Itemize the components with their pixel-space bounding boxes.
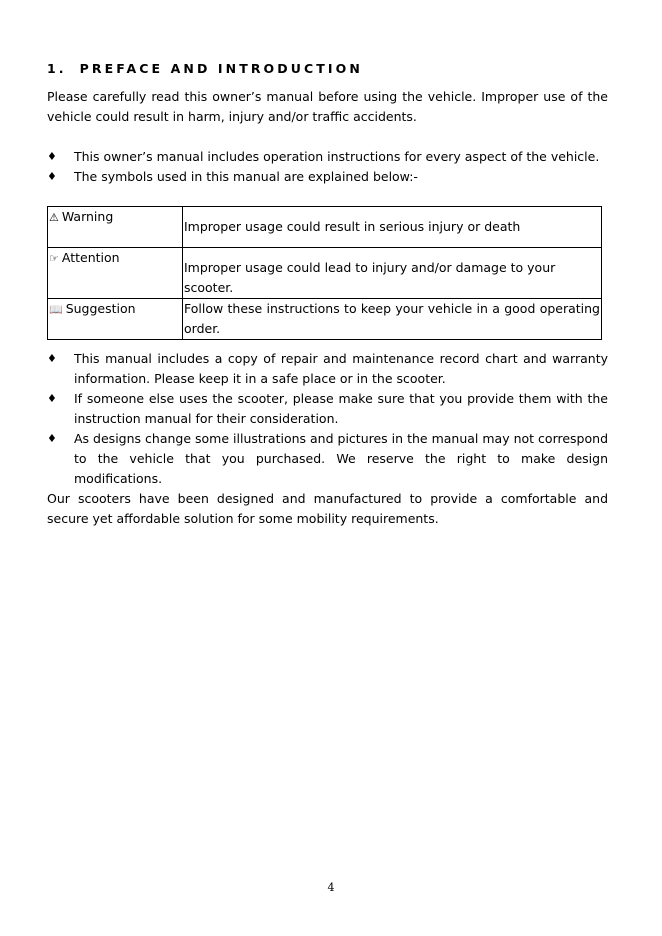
table-row — [48, 299, 602, 340]
warning-icon: ⚠ — [49, 211, 59, 224]
diamond-bullet-icon: ♦ — [47, 170, 57, 183]
section-title: PREFACE AND INTRODUCTION — [79, 61, 363, 76]
symbol-description: Follow these instructions to keep your vehicle in a good operating order. — [183, 299, 602, 340]
list-item — [47, 349, 608, 389]
symbol-label: Warning — [61, 209, 114, 224]
diamond-bullet-icon: ♦ — [47, 432, 57, 445]
list-item-text: If someone else uses the scooter, please make sure that you provide them with the instruction manual for their consideration. — [74, 391, 608, 426]
top-bullet-list — [47, 147, 608, 187]
symbol-description-text: Improper usage could lead to injury and/or damage to your scooter. — [184, 260, 556, 295]
symbol-cell-suggestion — [48, 299, 183, 340]
diamond-bullet-icon: ♦ — [47, 150, 57, 163]
symbol-cell-attention — [48, 248, 183, 299]
diamond-bullet-icon: ♦ — [47, 392, 57, 405]
list-item-text: The symbols used in this manual are explained below:- — [74, 169, 418, 184]
table-row — [48, 248, 602, 299]
table-row — [48, 207, 602, 248]
diamond-bullet-icon: ♦ — [47, 352, 57, 365]
list-item — [47, 389, 608, 429]
list-item-text: This manual includes a copy of repair and maintenance record chart and warranty information. Please keep it in a safe place or in the scooter. — [74, 351, 608, 386]
pointing-hand-icon: ☞ — [49, 252, 59, 265]
symbols-table — [47, 206, 602, 340]
list-item — [47, 429, 608, 489]
symbol-description — [183, 248, 602, 299]
page-number: 4 — [327, 881, 335, 894]
section-heading — [47, 61, 363, 76]
symbol-cell-warning — [48, 207, 183, 248]
list-item-text: This owner’s manual includes operation instructions for every aspect of the vehicle. — [74, 149, 600, 164]
list-item-text: As designs change some illustrations and pictures in the manual may not correspond to the vehicle that you purchased. We reserve the right to make design modifications. — [74, 431, 608, 486]
bottom-bullet-list — [47, 349, 608, 489]
symbol-description-text: Improper usage could result in serious injury or death — [184, 219, 521, 234]
section-number: 1. — [47, 61, 67, 76]
closing-paragraph: Our scooters have been designed and manufactured to provide a comfortable and secure yet affordable solution for some mobility requirements. — [47, 491, 608, 526]
symbol-label: Suggestion — [65, 301, 136, 316]
symbol-label: Attention — [61, 250, 120, 265]
list-item — [47, 147, 608, 167]
open-book-icon: 📖 — [49, 303, 63, 316]
list-item — [47, 167, 608, 187]
intro-paragraph: Please carefully read this owner’s manual before using the vehicle. Improper use of the vehicle could result in harm, injury and/or traffic accidents. — [47, 89, 608, 124]
symbol-description — [183, 207, 602, 248]
